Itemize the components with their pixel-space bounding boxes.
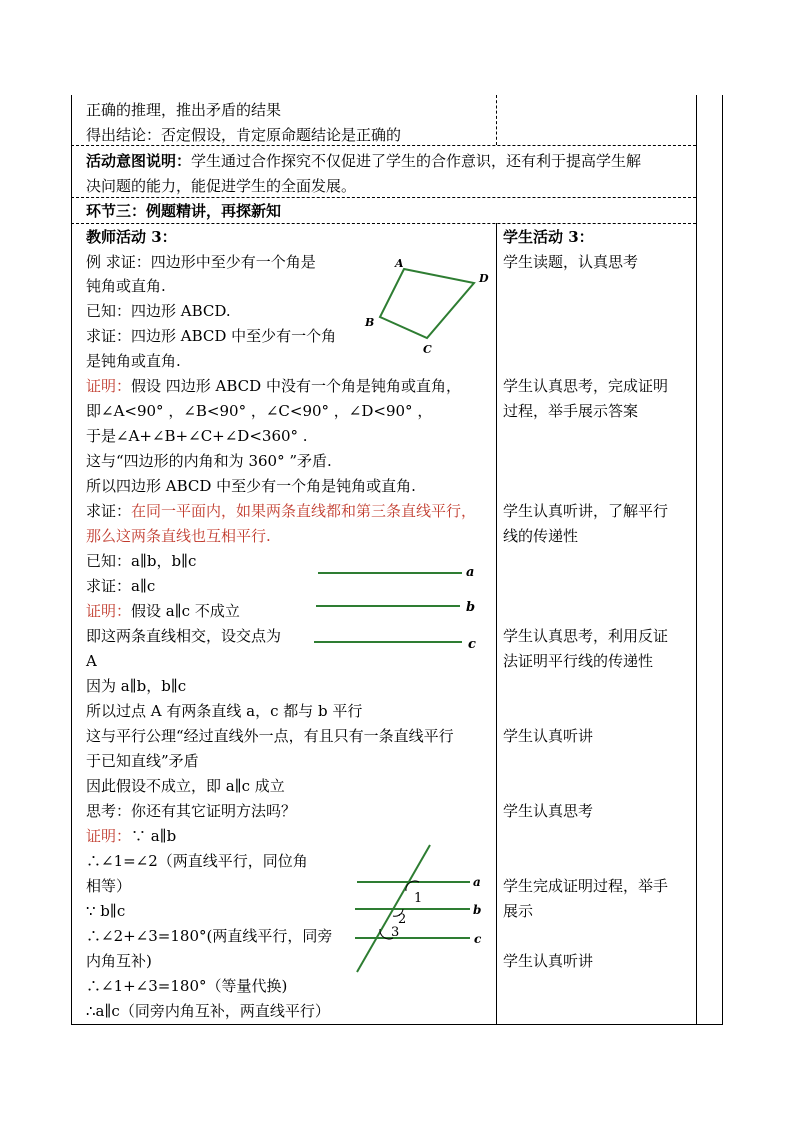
student-activity: 学生认真思考，利用反证 [503, 627, 669, 645]
proof-1-line [86, 374, 461, 399]
student-activity: 学生认真听讲 [503, 727, 594, 745]
top-line-1: 正确的推理，推出矛盾的结果 [86, 101, 282, 119]
proof-1-step: 这与“四边形的内角和为 360° ”矛盾. [86, 452, 332, 470]
proof-1-step: 于是∠A+∠B+∠C+∠D<360° . [86, 427, 308, 445]
line-label-a: a [466, 565, 475, 580]
proof-3-label: 证明： [86, 827, 132, 845]
line-label-a: a [473, 875, 481, 889]
teacher-line: 例 求证：四边形中至少有一个角是 [86, 253, 316, 271]
transversal-figure [345, 840, 495, 980]
proof-3-step: ∴∠1+∠3=180°（等量代换) [86, 977, 288, 995]
table-bottom-border [71, 1024, 723, 1025]
intent-label: 活动意图说明： [86, 152, 192, 170]
student-activity: 展示 [503, 902, 534, 920]
proof-1-label: 证明： [86, 377, 132, 395]
line-label-b: b [473, 903, 482, 917]
teacher-line: 求证：四边形 ABCD 中至少有一个角 [86, 327, 337, 345]
proof-3-step: ∴∠1=∠2（两直线平行，同位角 [86, 852, 308, 870]
quadrilateral-figure [360, 255, 500, 355]
student-activity: 学生读题，认真思考 [503, 253, 639, 271]
student-activity: 法证明平行线的传递性 [503, 652, 654, 670]
teacher-line: 已知：四边形 ABCD. [86, 302, 231, 320]
proof-3-step: 相等） [86, 877, 132, 895]
student-header: 学生活动 3： [503, 228, 594, 246]
angle-label-3: 3 [391, 925, 400, 940]
theorem-label: 求证： [86, 502, 132, 520]
think-question: 思考：你还有其它证明方法吗？ [86, 802, 297, 820]
proof-2-step: 因为 a∥b，b∥c [86, 677, 187, 695]
given-line: 已知：a∥b，b∥c [86, 552, 197, 570]
vertex-label-b: B [365, 316, 375, 329]
line-label-c: c [468, 637, 476, 652]
line-label-b: b [466, 600, 476, 615]
proof-2-line [86, 599, 240, 624]
intent-line-2: 决问题的能力，能促进学生的全面发展。 [86, 177, 357, 195]
angle-label-2: 2 [398, 912, 407, 927]
proof-2-label: 证明： [86, 602, 132, 620]
proof-3-step: ∵ b∥c [86, 902, 126, 920]
intent-line-1 [86, 149, 641, 174]
proof-3-text: ∵ a∥b [131, 827, 177, 845]
top-line-2: 得出结论：否定假设，肯定原命题结论是正确的 [86, 126, 402, 144]
proof-1-step: 所以四边形 ABCD 中至少有一个角是钝角或直角. [86, 477, 416, 495]
theorem-text-1: 在同一平面内，如果两条直线都和第三条直线平行， [131, 502, 477, 520]
proof-3-line [86, 824, 176, 849]
proof-2-step: 即这两条直线相交，设交点为 [86, 627, 282, 645]
proof-2-step: 于已知直线”矛盾 [86, 752, 199, 770]
teacher-header: 教师活动 3： [86, 228, 177, 246]
angle-label-1: 1 [414, 891, 423, 906]
teacher-line: 钝角或直角. [86, 277, 166, 295]
table-left-border [71, 95, 72, 1025]
teacher-line: 是钝角或直角. [86, 352, 181, 370]
notes-column-border [696, 95, 697, 1025]
quadrilateral-shape [380, 269, 474, 338]
vertex-label-d: D [479, 272, 489, 285]
student-activity: 过程，举手展示答案 [503, 402, 639, 420]
student-activity: 学生认真听讲，了解平行 [503, 502, 669, 520]
table-right-border [722, 95, 723, 1025]
proof-3-step: ∴a∥c（同旁内角互补，两直线平行） [86, 1002, 330, 1020]
section-title: 环节三：例题精讲，再探新知 [86, 202, 282, 220]
student-activity: 学生认真听讲 [503, 952, 594, 970]
vertex-label-a: A [395, 257, 404, 270]
proof-2-step: 所以过点 A 有两条直线 a，c 都与 b 平行 [86, 702, 363, 720]
vertex-label-c: C [423, 343, 432, 356]
proof-2-text: 假设 a∥c 不成立 [131, 602, 240, 620]
intent-text-1: 学生通过合作探究不仅促进了学生的合作意识，还有利于提高学生解 [191, 152, 642, 170]
proof-2-step: A [86, 652, 97, 670]
theorem-line-2: 那么这两条直线也互相平行. [86, 527, 271, 545]
student-activity: 线的传递性 [503, 527, 579, 545]
column-divider-top [496, 95, 497, 145]
proof-1-step: 即∠A<90° ，∠B<90° ，∠C<90° ，∠D<90° ， [86, 402, 433, 420]
proof-2-step: 这与平行公理“经过直线外一点，有且只有一条直线平行 [86, 727, 454, 745]
proof-2-step: 因此假设不成立，即 a∥c 成立 [86, 777, 285, 795]
theorem-line-1 [86, 499, 476, 524]
prove-line: 求证：a∥c [86, 577, 156, 595]
proof-1-text: 假设 四边形 ABCD 中没有一个角是钝角或直角， [131, 377, 461, 395]
proof-3-step: 内角互补) [86, 952, 152, 970]
student-activity: 学生认真思考 [503, 802, 594, 820]
line-label-c: c [474, 932, 482, 946]
student-activity: 学生完成证明过程，举手 [503, 877, 669, 895]
parallel-lines-figure [310, 560, 490, 655]
student-activity: 学生认真思考，完成证明 [503, 377, 669, 395]
proof-3-step: ∴∠2+∠3=180°(两直线平行，同旁 [86, 927, 333, 945]
